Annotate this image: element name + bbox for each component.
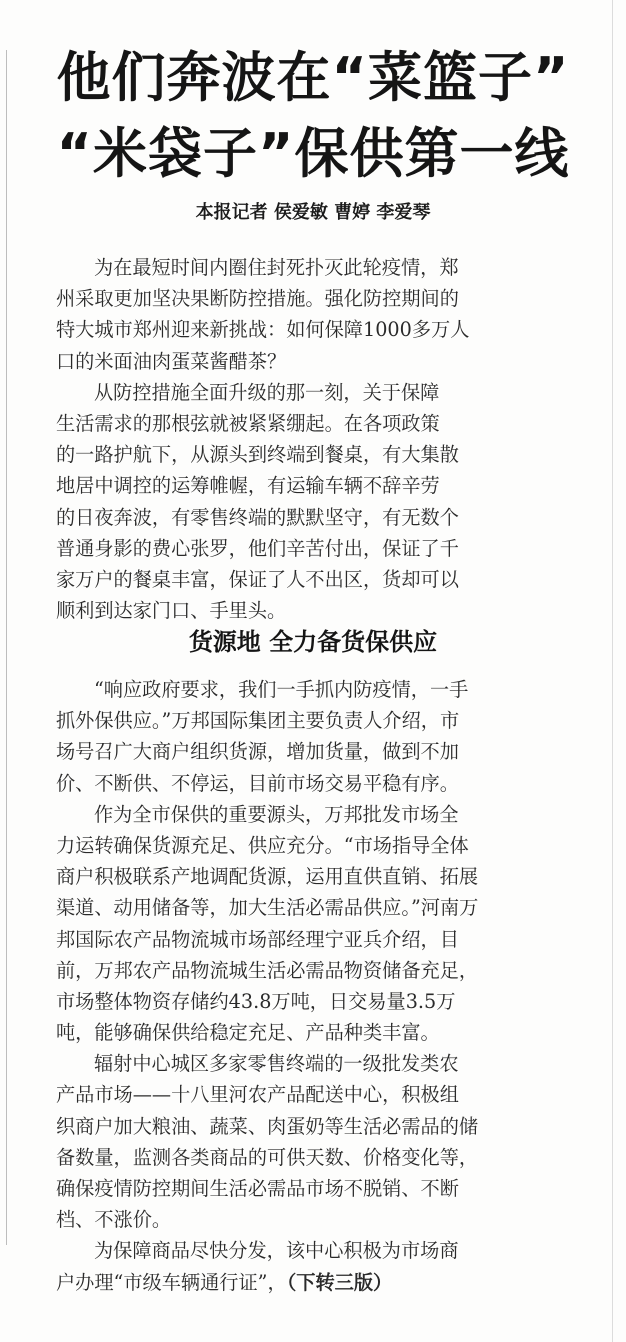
text-line: 确保疫情防控期间生活必需品市场不脱销、不断: [56, 1177, 459, 1200]
text-line: 力运转确保货源充足、供应充分。“市场指导全体: [56, 833, 469, 857]
text-line: 为在最短时间内圈住封死扑灭此轮疫情，郑: [94, 256, 459, 279]
text-line: 产品市场——十八里河农产品配送中心，积极组: [56, 1083, 459, 1107]
text-line: 州采取更加坚决果断防控措施。强化防控期间的: [56, 287, 459, 311]
text-line: 的一路护航下，从源头到终端到餐桌，有大集散: [56, 443, 459, 467]
text-line-content: 户办理“市级车辆通行证”，: [56, 1270, 287, 1294]
text-line: 辐射中心城区多家零售终端的一级批发类农: [94, 1052, 459, 1076]
text-line: 商户积极联系产地调配货源，运用直供直销、拓展: [56, 865, 479, 889]
text-line: 价、不断供、不停运，目前市场交易平稳有序。: [56, 771, 459, 795]
text-line-last: [56, 1267, 556, 1298]
text-line: 顺利到达家门口、手里头。: [56, 599, 287, 623]
continued-note: （下转三版）: [286, 1270, 393, 1294]
text-line: 从防控措施全面升级的那一刻，关于保障: [94, 380, 440, 404]
text-line: 市场整体物资存储约43.8万吨，日交易量3.5万: [56, 989, 456, 1013]
text-line: 生活需求的那根弦就被紧紧绷起。在各项政策: [56, 411, 440, 435]
text-line: 的日夜奔波，有零售终端的默默坚守，有无数个: [56, 505, 459, 529]
text-line: 特大城市郑州迎来新挑战：如何保障1000多万人: [56, 318, 470, 342]
text-line: 作为全市保供的重要源头，万邦批发市场全: [94, 802, 459, 826]
headline-line-2: “米袋子”保供第一线: [56, 122, 570, 185]
text-line: 场号召广大商户组织货源，增加货量，做到不加: [56, 740, 459, 764]
text-line: 抓外保供应。”万邦国际集团主要负责人介绍，市: [56, 709, 460, 733]
text-line: 普通身影的费心张罗，他们辛苦付出，保证了千: [56, 536, 459, 560]
text-line: 前，万邦农产品物流城生活必需品物资储备充足，: [56, 958, 479, 982]
text-line: 为保障商品尽快分发，该中心积极为市场商: [94, 1239, 459, 1263]
text-line: 家万户的餐桌丰富，保证了人不出区，货却可以: [56, 567, 459, 591]
intro-paragraphs: [56, 252, 556, 626]
section-heading: 货源地 全力备货保供应: [188, 628, 438, 656]
text-line: 口的米面油肉蛋菜酱醋茶？: [56, 349, 287, 373]
text-line: 档、不涨价。: [56, 1208, 172, 1232]
section-paragraphs: [56, 674, 556, 1298]
text-line: 邦国际农产品物流城市场部经理宁亚兵介绍，目: [56, 927, 459, 951]
text-line: 吨，能够确保供给稳定充足、产品种类丰富。: [56, 1021, 440, 1045]
text-line: 织商户加大粮油、蔬菜、肉蛋奶等生活必需品的储: [56, 1114, 479, 1138]
headline-line-1: 他们奔波在“菜篮子”: [56, 46, 570, 109]
byline: 本报记者 侯爱敏 曹婷 李爱琴: [195, 202, 431, 223]
text-line: 渠道、动用储备等，加大生活必需品供应。”河南万: [56, 896, 479, 920]
text-line: 备数量，监测各类商品的可供天数、价格变化等，: [56, 1145, 479, 1169]
text-line: “响应政府要求，我们一手抓内防疫情，一手: [94, 678, 469, 701]
text-line: 地居中调控的运筹帷幄，有运输车辆不辞辛劳: [56, 474, 440, 498]
